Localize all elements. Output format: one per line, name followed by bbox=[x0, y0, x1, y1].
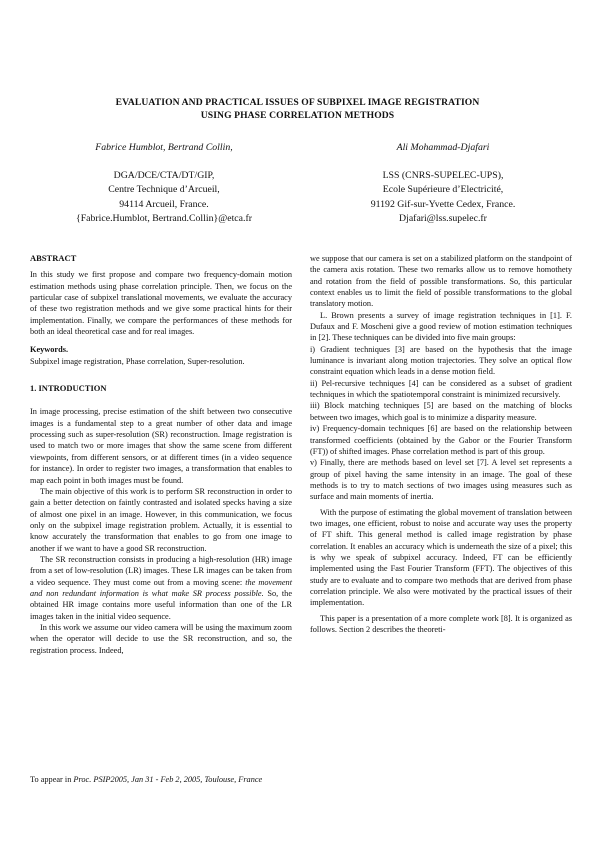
title-line-2: USING PHASE CORRELATION METHODS bbox=[200, 110, 395, 121]
footer-venue: Proc. PSIP2005, Jan 31 - Feb 2, 2005, Toulouse, France bbox=[73, 775, 263, 784]
right-paragraph-4: This paper is a presentation of a more complete work [8]. It is organized as follows. Section 2 describes the theoreti- bbox=[310, 613, 572, 634]
keywords-text: Subpixel image registration, Phase correlation, Super-resolution. bbox=[30, 356, 245, 366]
right-paragraph-2: L. Brown presents a survey of image registration techniques in [1]. F. Dufaux and F. Moscheni give a good review of motion estimation techniques in [2]. These techniques can be divided into five main groups: bbox=[310, 310, 572, 343]
right-paragraph-3: With the purpose of estimating the global movement of translation between two images, one efficient, robust to noise and accurate way uses the property of FT shift. This general method is called image registration by phase correlation. It enables an accuracy which is underneath the size of a pixel; this is why we speak of subpixel accuracy. Indeed, FT can be efficiently implemented using the Fast Fourier Transform (FFT). The objectives of this study are to evaluate and to compare two methods that are derived from phase correlation principle. We also were motivated by the practical issues of their implementation. bbox=[310, 507, 572, 608]
intro-paragraph-2: The main objective of this work is to perform SR reconstruction in order to gain a better detection on faintly contrasted and isolated specks having a size of almost one pixel in an image. However, in this communication, we focus only on the subpixel image registration problem. Actually, it is essential to know accurately the transformation that enables to go from one image to another if we want to have a good SR reconstruction. bbox=[30, 486, 292, 553]
abstract-text: In this study we first propose and compare two frequency-domain motion estimation methods using phase correlation principle. Then, we focus on the particular case of subpixel translational movements, we evaluate the accuracy of these two registration methods and we give some practical hints for their implementation. Finally, we compare the performances of these methods for both an ideal theoretical case and for real images. bbox=[30, 270, 292, 337]
keywords-heading: Keywords. bbox=[30, 345, 69, 355]
author-email: Djafari@lss.supelec.fr bbox=[399, 212, 487, 224]
section-heading-introduction: 1. INTRODUCTION bbox=[30, 383, 107, 394]
author-block-2 bbox=[343, 141, 543, 226]
right-paragraph-1: we suppose that our camera is set on a stabilized platform on the standpoint of the camera axis rotation. These two remarks allow us to remove homothety and rotation from the field of possible transformations. So, this particular context enables us to limit the field of possible transformations to the global translatory motion. bbox=[310, 254, 572, 309]
author-affiliation: DGA/DCE/CTA/DT/GIP, bbox=[113, 170, 215, 182]
footer-note bbox=[30, 775, 262, 784]
author-name: Ali Mohammad-Djafari bbox=[396, 142, 490, 153]
author-name: Fabrice Humblot, Bertrand Collin, bbox=[95, 142, 233, 153]
technique-item-1: i) Gradient techniques [3] are based on the hypothesis that the image luminance is invariant along motion trajectories. They solve an optical flow constraint equation which leads in a dense motion field. bbox=[310, 344, 572, 377]
left-column bbox=[30, 253, 292, 656]
technique-item-2: ii) Pel-recursive techniques [4] can be considered as a subset of gradient techniques in which the spatiotemporal constraint is minimized recursively. bbox=[310, 378, 572, 400]
intro-paragraph-3-emphasis: the movement and non redundant information is what make SR process possible. bbox=[30, 577, 292, 598]
intro-paragraph-3-start: The SR reconstruction consists in producing a high-resolution (HR) image from a set of low-resolution (LR) images. These LR images can be taken from a video sequence. They must come out from a moving scene: bbox=[30, 554, 292, 587]
technique-item-4: iv) Frequency-domain techniques [6] are based on the relationship between transformed coefficients (obtained by the Gabor or the Fourier Transform (FT)) of shifted images. Phase correlation method is part of this group. bbox=[310, 424, 572, 456]
intro-paragraph-4: In this work we assume our video camera will be using the maximum zoom when the operator will decide to use the SR reconstruction, and so, the registration process. Indeed, bbox=[30, 622, 292, 655]
intro-paragraph-3-end: So, the obtained HR image contains more useful information than one of the LR images taken in the initial video sequence. bbox=[30, 588, 292, 621]
author-email: {Fabrice.Humblot, Bertrand.Collin}@etca.fr bbox=[76, 212, 252, 224]
right-column bbox=[310, 253, 572, 635]
technique-item-3: iii) Block matching techniques [5] are based on the matching of blocks between two images, which goal is to minimize a disparity measure. bbox=[310, 401, 572, 422]
author-affiliation: LSS (CNRS-SUPELEC-UPS), bbox=[382, 170, 504, 182]
abstract-heading: ABSTRACT bbox=[30, 253, 77, 263]
title-line-1: EVALUATION AND PRACTICAL ISSUES OF SUBPIXEL IMAGE REGISTRATION bbox=[115, 97, 480, 108]
intro-paragraph-1: In image processing, precise estimation of the shift between two consecutive images is a fundamental step to a great number of other data and image processing such as super-resolution (SR) reconstruction. Image registration is used to match two or more images that show the same scene from different viewpoints, from different sensors, or at different times (in a video sequence for instance). In order to register two images, a transformation that enables to map each point in both images must be found. bbox=[30, 407, 292, 485]
author-block-1 bbox=[64, 141, 264, 226]
author-address: 91192 Gif-sur-Yvette Cedex, France. bbox=[370, 198, 516, 210]
intro-paragraph-3 bbox=[30, 554, 292, 622]
author-affiliation: Ecole Supérieure d’Electricité, bbox=[382, 184, 504, 196]
paper-title bbox=[60, 96, 535, 122]
author-affiliation: Centre Technique d’Arcueil, bbox=[108, 184, 220, 196]
footer-prefix: To appear in bbox=[30, 775, 74, 784]
technique-item-5: v) Finally, there are methods based on level set [7]. A level set represents a group of pixel having the same intensity in an image. The goal of these methods is to try to match sections of two images using measures such as surface and main moments of inertia. bbox=[310, 458, 572, 502]
author-address: 94114 Arcueil, France. bbox=[119, 198, 209, 210]
